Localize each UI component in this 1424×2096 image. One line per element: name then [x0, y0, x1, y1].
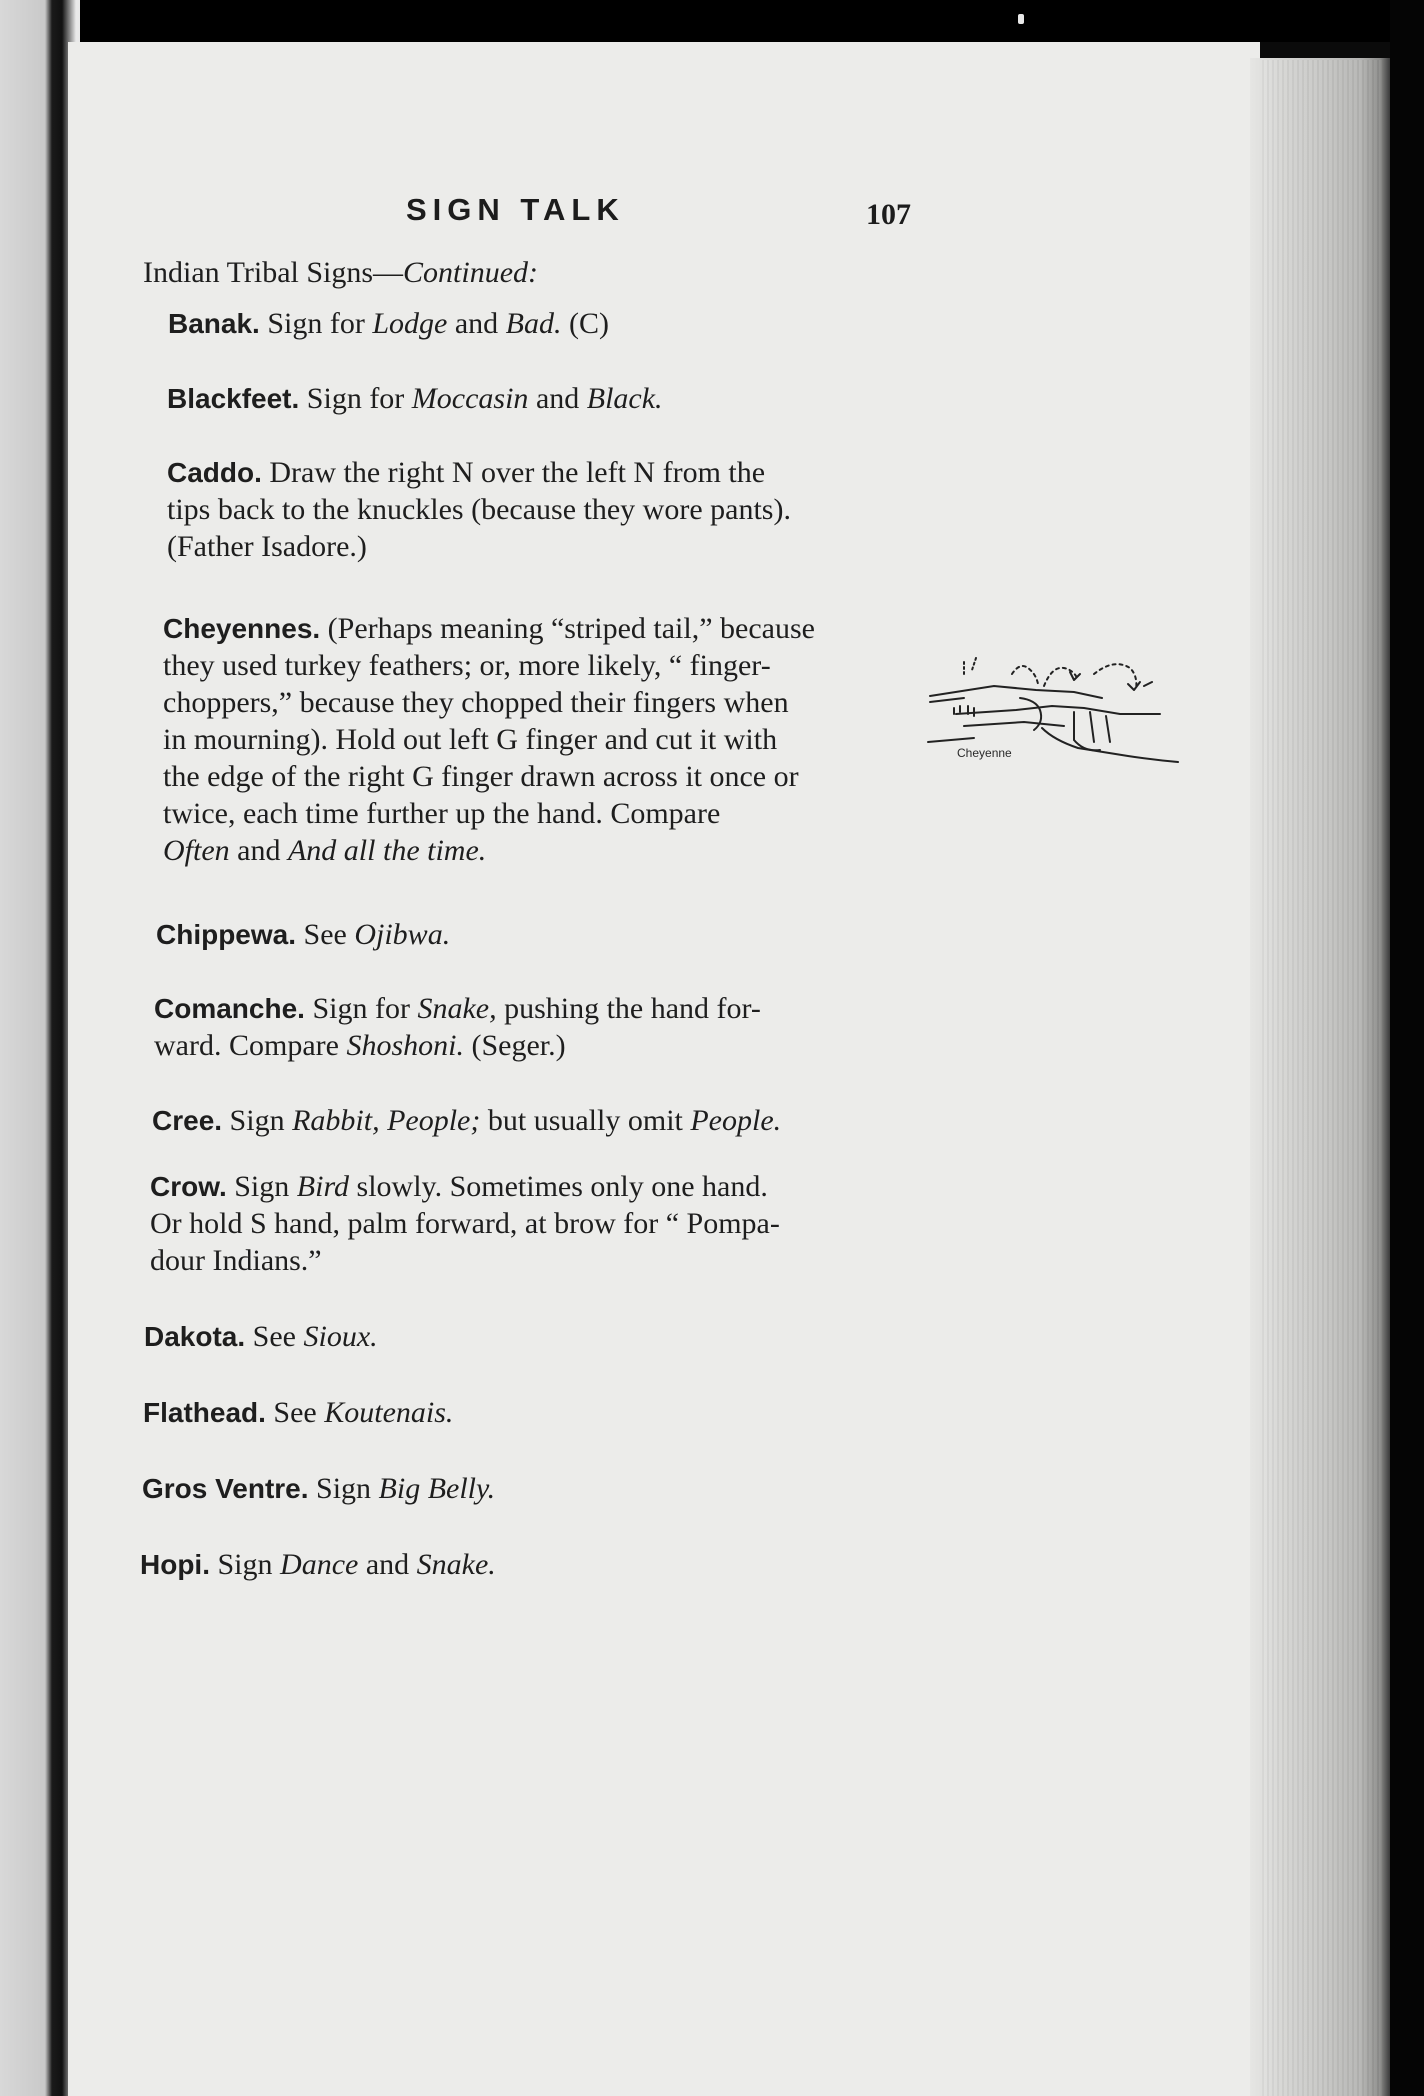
entry-ref: Ojibwa.	[354, 918, 451, 951]
entry-term: Banak.	[168, 308, 260, 339]
entry-term: Flathead.	[143, 1397, 266, 1428]
entry-comanche	[154, 990, 761, 1064]
entry-term: Blackfeet.	[167, 383, 300, 414]
entry-ref: Koutenais.	[324, 1396, 454, 1429]
entry-text: Sign	[308, 1472, 379, 1505]
entry-text: (C)	[561, 307, 609, 340]
entry-ref: Rabbit, People;	[292, 1104, 481, 1137]
book-page	[68, 42, 1260, 2096]
entry-ref: Dance	[280, 1548, 359, 1581]
page-stack-edge	[1262, 60, 1382, 2096]
entry-text: and	[358, 1548, 417, 1581]
entry-caddo	[167, 454, 791, 565]
entry-ref: Often	[163, 834, 230, 867]
entry-text: See	[303, 918, 355, 951]
entry-ref: Lodge	[372, 307, 448, 340]
entry-text: (Perhaps meaning “striped tail,” because	[320, 612, 815, 645]
entry-text: Sign	[210, 1548, 281, 1581]
section-lead: Indian Tribal Signs—	[143, 256, 404, 289]
entry-term: Comanche.	[154, 993, 305, 1024]
entry-text: but usually omit	[480, 1104, 691, 1137]
entry-text: slowly. Sometimes only one hand.	[349, 1170, 768, 1203]
entry-text: See	[245, 1320, 304, 1353]
entry-text: Sign for	[267, 307, 373, 340]
section-heading	[143, 254, 538, 291]
entry-chippewa	[156, 916, 450, 953]
entry-text: dour Indians.”	[150, 1244, 322, 1277]
entry-text: pushing the hand for-	[496, 992, 761, 1025]
section-continued: Continued:	[403, 256, 539, 289]
entry-text: ward. Compare	[154, 1029, 347, 1062]
entry-text: the edge of the right G finger drawn across it once or	[163, 760, 799, 793]
entry-cree	[152, 1102, 781, 1139]
entry-text: they used turkey feathers; or, more likely, “ finger-	[163, 649, 771, 682]
entry-term: Chippewa.	[156, 919, 297, 950]
entry-blackfeet	[167, 380, 663, 417]
entry-text: Sign	[222, 1104, 293, 1137]
entry-hopi	[140, 1546, 496, 1583]
entry-flathead	[143, 1394, 453, 1431]
entry-ref: Snake,	[417, 992, 497, 1025]
entry-ref: Moccasin	[411, 382, 529, 415]
entry-term: Cheyennes.	[163, 613, 321, 644]
entry-dakota	[144, 1318, 378, 1355]
entry-cheyennes	[163, 610, 815, 869]
entry-text: tips back to the knuckles (because they wore pants).	[167, 493, 791, 526]
entry-text: Sign	[226, 1170, 297, 1203]
entry-text: (Father Isadore.)	[167, 530, 367, 563]
running-header: SIGN TALK	[406, 192, 625, 227]
scan-right-border	[1390, 0, 1424, 2096]
entry-ref: People.	[690, 1104, 782, 1137]
entry-ref: Big Belly.	[378, 1472, 496, 1505]
scan-speck	[1018, 14, 1024, 24]
entry-text: and	[229, 834, 288, 867]
entry-term: Dakota.	[144, 1321, 246, 1352]
illustration-caption: Cheyenne	[957, 746, 1012, 760]
entry-ref: Black.	[586, 382, 663, 415]
entry-text: and	[447, 307, 506, 340]
entry-term: Caddo.	[167, 457, 262, 488]
entry-text: Sign for	[306, 382, 412, 415]
entry-text: Sign for	[304, 992, 418, 1025]
entry-term: Gros Ventre.	[142, 1473, 309, 1504]
entry-ref: Shoshoni.	[346, 1029, 464, 1062]
entry-text: and	[528, 382, 587, 415]
entry-text: choppers,” because they chopped their fingers when	[163, 686, 789, 719]
entry-text: in mourning). Hold out left G finger and cut it with	[163, 723, 778, 756]
entry-term: Cree.	[152, 1105, 223, 1136]
entry-text: Or hold S hand, palm forward, at brow for “ Pompa-	[150, 1207, 780, 1240]
page-number: 107	[866, 198, 911, 231]
entry-text: twice, each time further up the hand. Compare	[163, 797, 721, 830]
entry-banak	[168, 305, 609, 342]
entry-text: (Seger.)	[463, 1029, 566, 1062]
entry-term: Crow.	[150, 1171, 227, 1202]
entry-gros-ventre	[142, 1470, 495, 1507]
entry-term: Hopi.	[140, 1549, 210, 1580]
entry-ref: Bad.	[505, 307, 562, 340]
scan-top-border	[0, 0, 1424, 42]
entry-ref: Sioux.	[303, 1320, 378, 1353]
entry-ref: Bird	[296, 1170, 350, 1203]
entry-ref: And all the time.	[287, 834, 487, 867]
entry-text: See	[265, 1396, 325, 1429]
entry-ref: Snake.	[416, 1548, 496, 1581]
entry-crow	[150, 1168, 780, 1279]
entry-text: Draw the right N over the left N from the	[261, 456, 766, 489]
